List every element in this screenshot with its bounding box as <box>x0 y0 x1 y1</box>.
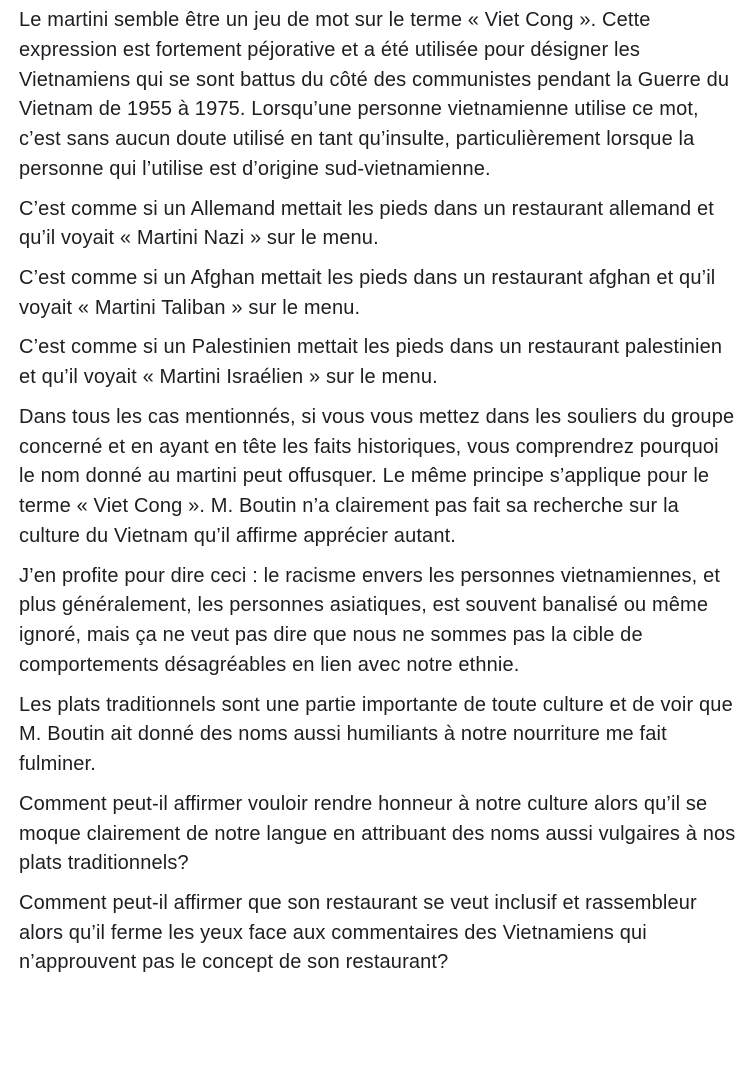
paragraph-viet-cong-term: Le martini semble être un jeu de mot sur le terme « Viet Cong ». Cette expression est fortement péjorative et a été utilisée pour désigner les Vietnamiens qui se sont battus du côté des communistes pendant la Guerre du Vietnam de 1955 à 1975. Lorsqu’une personne vietnamienne utilise ce mot, c’est sans aucun doute utilisé en tant qu’insulte, particulièrement lorsque la personne qui l’utilise est d’origine sud-vietnamienne. <box>19 9 730 180</box>
paragraph-traditional-dishes: Les plats traditionnels sont une partie importante de toute culture et de voir que M. Boutin ait donné des noms aussi humiliants à notre nourriture me fait fulminer. <box>19 693 733 776</box>
paragraph-inclusive-question: Comment peut-il affirmer que son restaurant se veut inclusif et rassembleur alors qu’il ferme les yeux face aux commentaires des Vietnamiens qui n’approuvent pas le concept de son restaurant? <box>19 891 697 974</box>
paragraph-all-cases: Dans tous les cas mentionnés, si vous vous mettez dans les souliers du groupe concerné et en ayant en tête les faits historiques, vous comprendrez pourquoi le nom donné au martini peut offusquer. Le même principe s’applique pour le terme « Viet Cong ». M. Boutin n’a clairement pas fait sa recherche sur la culture du Vietnam qu’il affirme apprécier autant. <box>19 405 735 547</box>
paragraph-racism: J’en profite pour dire ceci : le racisme envers les personnes vietnamiennes, et plus généralement, les personnes asiatiques, est souvent banalisé ou même ignoré, mais ça ne veut pas dire que nous ne sommes pas la cible de comportements désagréables en lien avec notre ethnie. <box>19 564 721 676</box>
paragraph-palestinian-example: C’est comme si un Palestinien mettait les pieds dans un restaurant palestinien et qu’il voyait « Martini Israélien » sur le menu. <box>19 336 723 389</box>
paragraph-german-example: C’est comme si un Allemand mettait les pieds dans un restaurant allemand et qu’il voyait « Martini Nazi » sur le menu. <box>19 197 714 250</box>
paragraph-honour-question: Comment peut-il affirmer vouloir rendre honneur à notre culture alors qu’il se moque clairement de notre langue en attribuant des noms aussi vulgaires à nos plats traditionnels? <box>19 792 736 875</box>
paragraph-afghan-example: C’est comme si un Afghan mettait les pieds dans un restaurant afghan et qu’il voyait « Martini Taliban » sur le menu. <box>19 266 716 319</box>
post-body <box>0 6 750 978</box>
